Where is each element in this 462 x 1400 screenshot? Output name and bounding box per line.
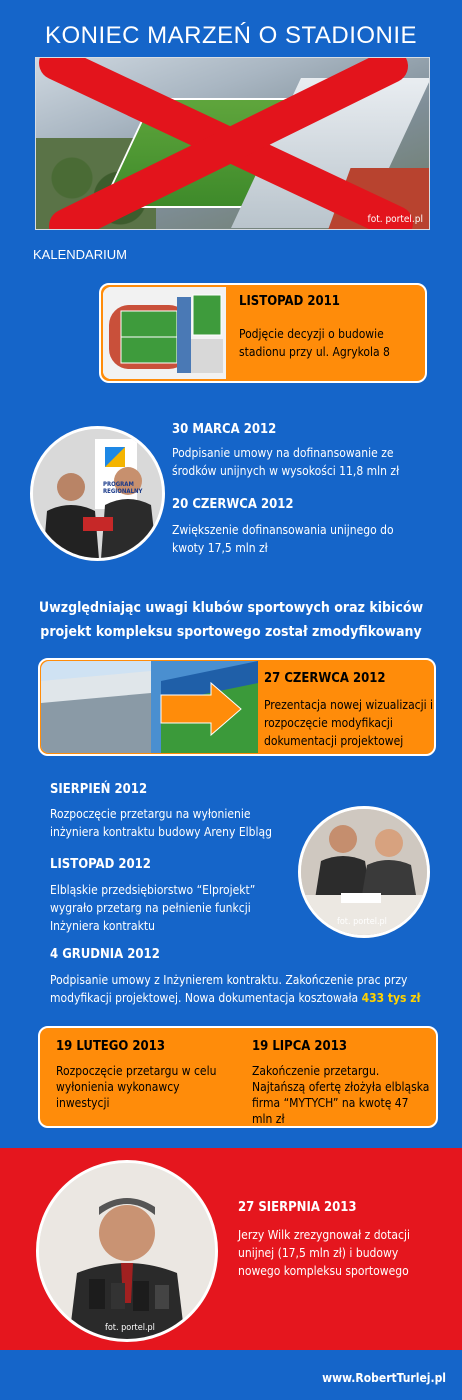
event-date: 30 MARCA 2012 [172, 422, 277, 437]
event-card-nov-2011 [99, 283, 427, 383]
visualization-image [41, 661, 258, 753]
event-card-2013 [38, 1026, 438, 1128]
red-cross-icon [36, 58, 430, 230]
event-text: Rozpoczęcie przetargu na wyłonienie inżyniera kontraktu budowy Areny Elbląg [50, 807, 272, 839]
footer-website: www.RobertTurlej.pl [322, 1371, 446, 1385]
event-text [50, 971, 430, 1007]
event-card-jun-2012 [38, 658, 436, 756]
section-label: KALENDARIUM [33, 247, 127, 262]
event-date: LISTOPAD 2011 [239, 294, 340, 309]
headline: Uwzględniając uwagi klubów sportowych oraz kibiców projekt kompleksu sportowego został zmodyfikowany [38, 600, 424, 640]
event-date: 20 CZERWCA 2012 [172, 497, 294, 512]
photo-banner-text: PROGRAM REGIONALNY [103, 481, 143, 495]
photo-credit: fot. portel.pl [105, 1323, 155, 1333]
stadium-hero-image [35, 57, 430, 230]
event-text: Jerzy Wilk zrezygnował z dotacji unijnej (17,5 mln zł) i budowy nowego kompleksu sportowego [238, 1228, 410, 1278]
meeting-photo [298, 806, 430, 938]
event-text: Zakończenie przetargu. Najtańszą ofertę złożyła elbląska firma “MYTYCH” na kwotę 47 mln zł [252, 1064, 430, 1126]
cost-highlight: 433 tys zł [361, 991, 421, 1005]
page-title: KONIEC MARZEŃ O STADIONIE [44, 22, 418, 49]
photo-credit: fot. portel.pl [367, 214, 423, 225]
event-date: 27 SIERPNIA 2013 [238, 1200, 357, 1215]
event-date: LISTOPAD 2012 [50, 857, 151, 872]
event-text: Podpisanie umowy na dofinansowanie ze środków unijnych w wysokości 11,8 mln zł [172, 446, 400, 478]
event-text: Podjęcie decyzji o budowie stadionu przy ul. Agrykola 8 [239, 327, 390, 359]
event-text-body: Podpisanie umowy z Inżynierem kontraktu. Zakończenie prac przy modyfikacji projektowej. Nowa dokumentacja kosztowała [50, 973, 408, 1005]
event-text: Zwiększenie dofinansowania unijnego do kwoty 17,5 mln zł [172, 523, 394, 555]
press-conference-photo [36, 1160, 218, 1342]
event-text: Elbląskie przedsiębiorstwo “Elprojekt” wygrało przetarg na pełnienie funkcji Inżyniera kontraktu [50, 883, 256, 933]
event-date: SIERPIEŃ 2012 [50, 782, 148, 797]
stadium-plan-image [103, 287, 226, 379]
event-text: Prezentacja nowej wizualizacji i rozpoczęcie modyfikacji dokumentacji projektowej [264, 698, 434, 748]
photo-credit: fot. portel.pl [337, 917, 387, 927]
event-date: 27 CZERWCA 2012 [264, 671, 386, 686]
event-date: 19 LUTEGO 2013 [56, 1039, 165, 1054]
event-text: Rozpoczęcie przetargu w celu wyłonienia wykonawcy inwestycji [56, 1064, 217, 1110]
event-date: 19 LIPCA 2013 [252, 1039, 347, 1054]
signing-photo [30, 426, 165, 561]
event-date: 4 GRUDNIA 2012 [50, 947, 160, 962]
